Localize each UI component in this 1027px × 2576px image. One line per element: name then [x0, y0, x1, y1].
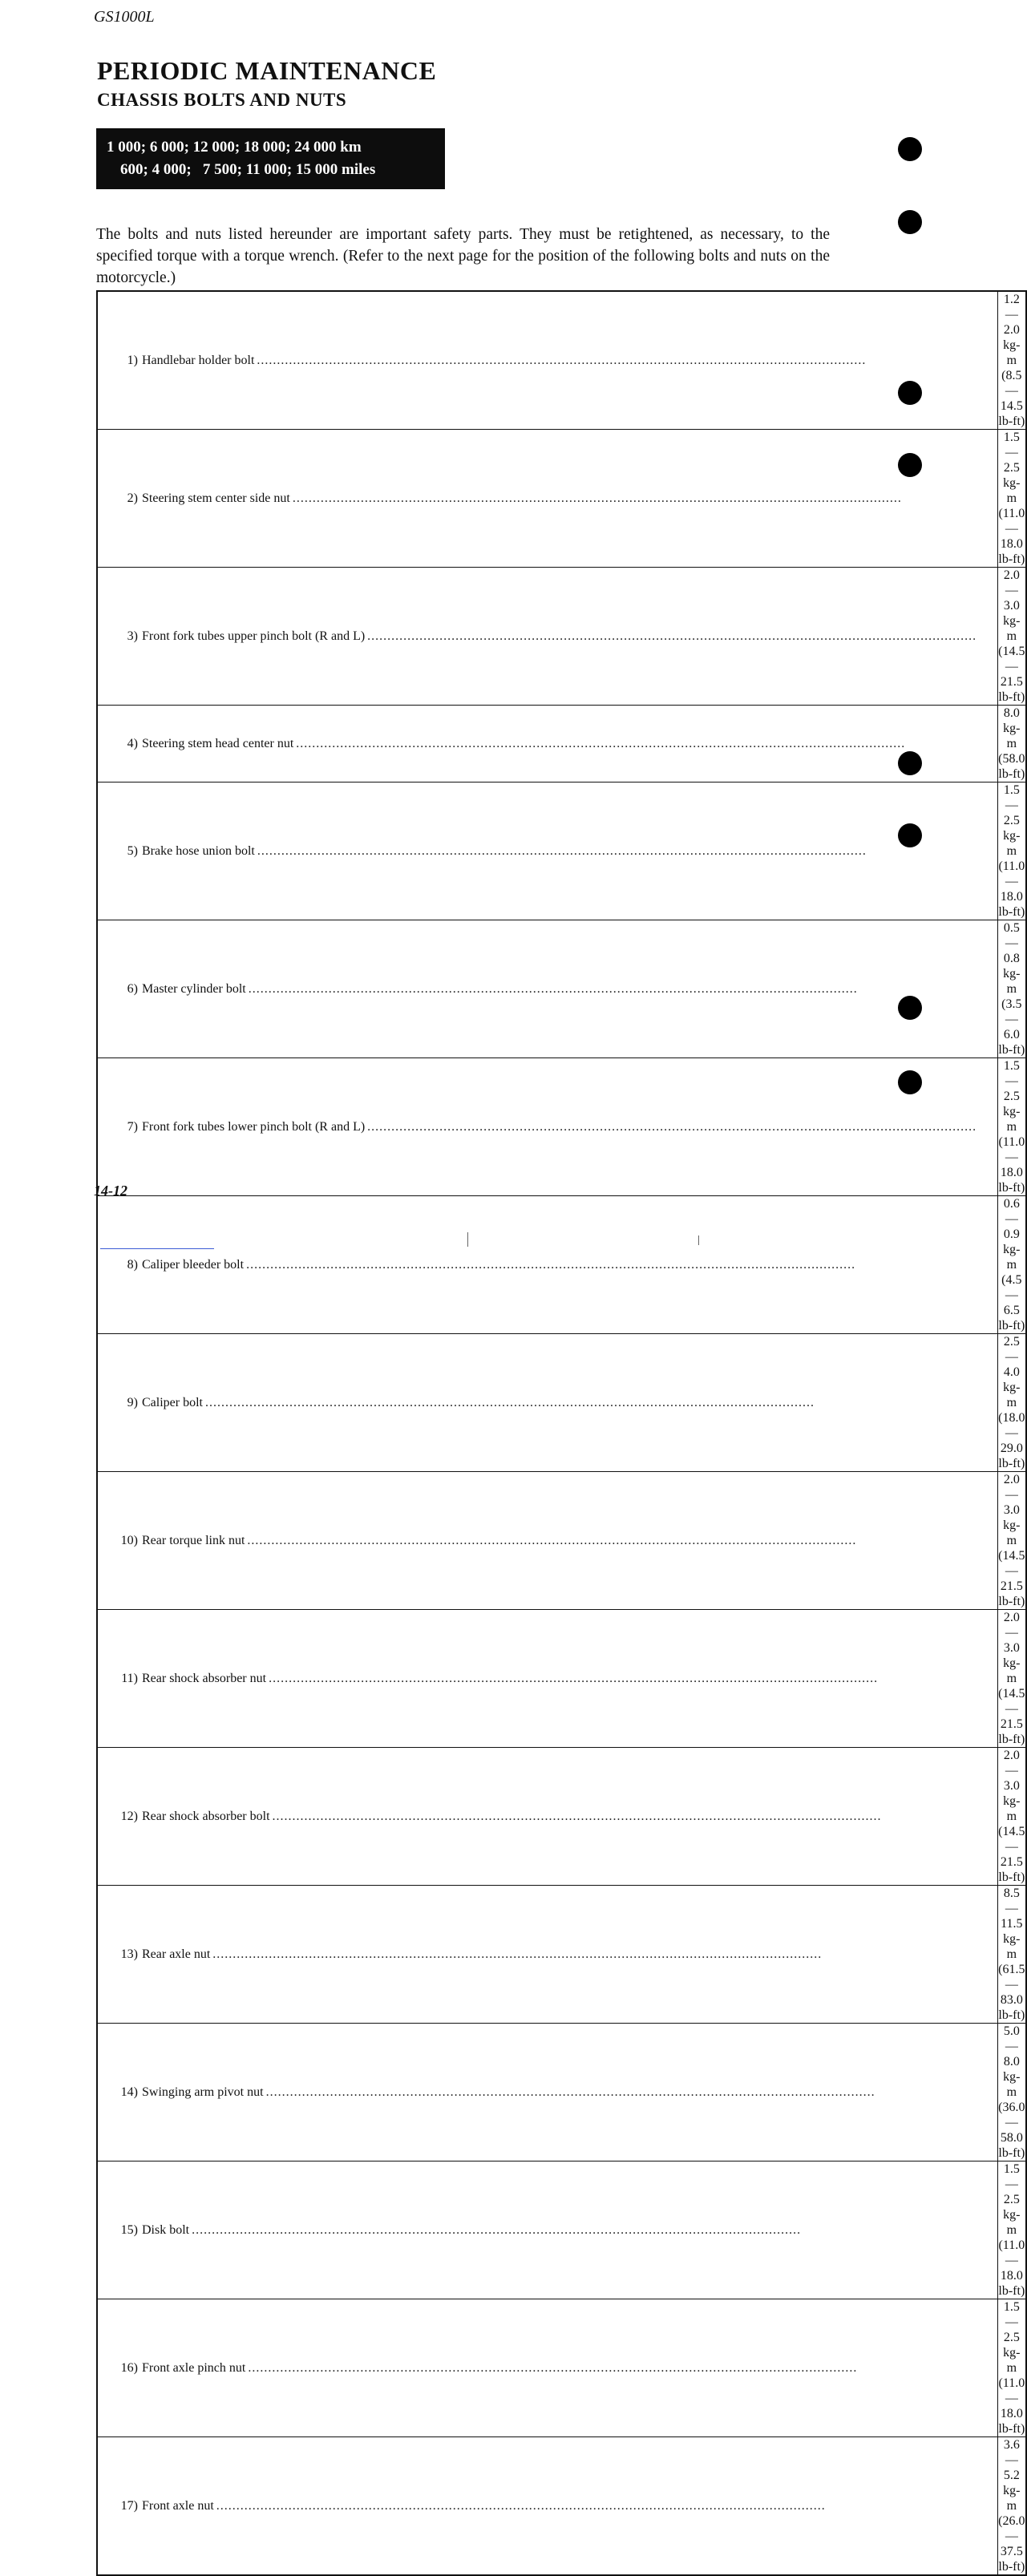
part-name-cell: [97, 430, 998, 568]
maintenance-interval-banner: [96, 128, 445, 189]
torque-lbft: (11.0 — 18.0 lb-ft): [998, 2238, 1025, 2298]
part-name-line: [112, 354, 976, 368]
part-name: Swinging arm pivot nut: [142, 2085, 264, 2099]
torque-kgm: 0.6 — 0.9 kg-m: [1003, 1197, 1021, 1272]
dot-leader: [205, 1396, 976, 1410]
item-number: 8): [127, 1257, 138, 1272]
punch-hole: [898, 996, 922, 1020]
part-name-cell: [97, 920, 998, 1058]
torque-lbft: (36.0 — 58.0 lb-ft): [998, 2101, 1025, 2160]
torque-lbft: (11.0 — 18.0 lb-ft): [998, 507, 1025, 566]
part-name: Caliper bleeder bolt: [142, 1257, 245, 1272]
intro-paragraph: The bolts and nuts listed hereunder are important safety parts. They must be retightened, as necessary, to the specified torque with a torque wrench. (Refer to the next page for the position of the following bolts and nuts on the motorcycle.): [96, 225, 830, 286]
part-name-line: [112, 629, 976, 644]
part-name-cell: [97, 706, 998, 783]
part-name-cell: [97, 783, 998, 920]
item-number: 11): [121, 1671, 138, 1685]
part-name: Front axle nut: [142, 2498, 214, 2513]
table-row: [97, 1610, 1026, 1748]
part-name-cell: [97, 1610, 998, 1748]
part-name-cell: [97, 1748, 998, 1886]
part-name-cell: [97, 1058, 998, 1196]
item-number: 13): [120, 1947, 138, 1961]
torque-kgm: 2.0 — 3.0 kg-m: [1003, 568, 1021, 643]
dot-leader: [192, 2223, 976, 2238]
table-row: [97, 783, 1026, 920]
dot-leader: [367, 1120, 976, 1134]
part-name-cell: [97, 2437, 998, 2576]
torque-spec-cell: [998, 2161, 1026, 2299]
torque-kgm: 8.0 kg-m: [1003, 706, 1021, 750]
item-number: 17): [120, 2498, 138, 2513]
dot-leader: [216, 2499, 976, 2513]
scan-mark: [698, 1235, 699, 1245]
part-name: Rear axle nut: [142, 1947, 211, 1961]
torque-kgm: 3.6 — 5.2 kg-m: [1003, 2438, 1021, 2513]
torque-spec-cell: [998, 1610, 1026, 1748]
torque-lbft: (26.0 — 37.5 lb-ft): [998, 2514, 1025, 2574]
dot-leader: [212, 1947, 976, 1962]
torque-spec-cell: [998, 1886, 1026, 2024]
table-row: [97, 2161, 1026, 2299]
part-name-line: [112, 737, 976, 751]
torque-spec-cell: [998, 1334, 1026, 1472]
dot-leader: [257, 844, 976, 859]
punch-hole: [898, 823, 922, 847]
torque-lbft: (14.5 — 21.5 lb-ft): [998, 1825, 1025, 1884]
torque-spec-cell: [998, 430, 1026, 568]
punch-hole: [898, 453, 922, 477]
part-name-line: [112, 2361, 976, 2376]
item-number: 9): [127, 1395, 138, 1409]
table-row: [97, 920, 1026, 1058]
item-number: 6): [127, 981, 138, 996]
torque-kgm: 1.5 — 2.5 kg-m: [1003, 783, 1021, 858]
torque-kgm: 0.5 — 0.8 kg-m: [1003, 921, 1021, 996]
table-row: [97, 2299, 1026, 2437]
dot-leader: [266, 2085, 977, 2100]
punch-hole: [898, 1070, 922, 1094]
torque-kgm: 1.5 — 2.5 kg-m: [1003, 2162, 1021, 2237]
item-number: 15): [120, 2222, 138, 2237]
scan-mark: [467, 1232, 468, 1247]
torque-table: [96, 290, 1027, 2576]
part-name-line: [112, 1396, 976, 1410]
torque-lbft: (14.5 — 21.5 lb-ft): [998, 645, 1025, 704]
torque-lbft: (14.5 — 21.5 lb-ft): [998, 1687, 1025, 1746]
punch-hole: [898, 751, 922, 775]
torque-spec-cell: [998, 2299, 1026, 2437]
page-title: PERIODIC MAINTENANCE: [97, 56, 437, 85]
part-name-line: [112, 2085, 976, 2100]
table-row: [97, 430, 1026, 568]
torque-spec-cell: [998, 783, 1026, 920]
torque-kgm: 5.0 — 8.0 kg-m: [1003, 2024, 1021, 2099]
torque-lbft: (3.5 — 6.0 lb-ft): [998, 997, 1025, 1057]
table-row: [97, 1748, 1026, 1886]
part-name: Disk bolt: [142, 2222, 190, 2237]
part-name-line: [112, 1672, 976, 1686]
torque-kgm: 1.5 — 2.5 kg-m: [1003, 1059, 1021, 1134]
table-row: [97, 1058, 1026, 1196]
torque-lbft: (58.0 lb-ft): [998, 752, 1025, 781]
part-name: Handlebar holder bolt: [142, 353, 255, 367]
model-label: GS1000L: [94, 8, 155, 26]
item-number: 3): [127, 629, 138, 643]
torque-spec-cell: [998, 1748, 1026, 1886]
torque-lbft: (61.5 — 83.0 lb-ft): [998, 1963, 1025, 2022]
torque-lbft: (4.5 — 6.5 lb-ft): [998, 1273, 1025, 1332]
part-name-line: [112, 1534, 976, 1548]
part-name-line: [112, 1120, 976, 1134]
table-row: [97, 2024, 1026, 2161]
table-row: [97, 1886, 1026, 2024]
part-name: Front fork tubes upper pinch bolt (R and L): [142, 629, 366, 643]
part-name: Front axle pinch nut: [142, 2360, 246, 2375]
item-number: 5): [127, 843, 138, 858]
part-name: Brake hose union bolt: [142, 843, 255, 858]
item-number: 12): [120, 1809, 138, 1823]
item-number: 2): [127, 491, 138, 505]
torque-kgm: 2.5 — 4.0 kg-m: [1003, 1335, 1021, 1409]
dot-leader: [367, 629, 976, 644]
part-name: Master cylinder bolt: [142, 981, 246, 996]
item-number: 14): [120, 2085, 138, 2099]
torque-spec-cell: [998, 706, 1026, 783]
dot-leader: [293, 491, 976, 506]
part-name: Steering stem head center nut: [142, 736, 294, 750]
table-row: [97, 1196, 1026, 1334]
part-name-cell: [97, 568, 998, 706]
part-name: Steering stem center side nut: [142, 491, 290, 505]
part-name-cell: [97, 2024, 998, 2161]
torque-table-body: [97, 291, 1026, 2575]
torque-lbft: (11.0 — 18.0 lb-ft): [998, 2376, 1025, 2436]
part-name-cell: [97, 2161, 998, 2299]
torque-lbft: (14.5 — 21.5 lb-ft): [998, 1549, 1025, 1608]
table-row: [97, 1472, 1026, 1610]
torque-lbft: (18.0 — 29.0 lb-ft): [998, 1411, 1025, 1470]
item-number: 16): [120, 2360, 138, 2375]
dot-leader: [257, 354, 976, 368]
part-name-cell: [97, 2299, 998, 2437]
torque-spec-cell: [998, 1472, 1026, 1610]
torque-kgm: 1.5 — 2.5 kg-m: [1003, 431, 1021, 505]
section-subtitle: CHASSIS BOLTS AND NUTS: [97, 90, 347, 110]
torque-spec-cell: [998, 2024, 1026, 2161]
part-name-line: [112, 2499, 976, 2513]
interval-km: 1 000; 6 000; 12 000; 18 000; 24 000 km: [107, 139, 362, 156]
part-name-cell: [97, 1196, 998, 1334]
part-name-line: [112, 1947, 976, 1962]
table-row: [97, 1334, 1026, 1472]
torque-kgm: 1.5 — 2.5 kg-m: [1003, 2300, 1021, 2375]
torque-spec-cell: [998, 920, 1026, 1058]
page-number: 14-12: [94, 1183, 127, 1199]
dot-leader: [246, 1258, 976, 1272]
dot-leader: [269, 1672, 976, 1686]
part-name: Rear shock absorber bolt: [142, 1809, 270, 1823]
part-name-cell: [97, 1334, 998, 1472]
torque-spec-cell: [998, 1058, 1026, 1196]
part-name-cell: [97, 291, 998, 430]
item-number: 1): [127, 353, 138, 367]
part-name: Rear shock absorber nut: [142, 1671, 267, 1685]
punch-hole: [898, 137, 922, 161]
part-name-line: [112, 982, 976, 997]
torque-kgm: 8.5 — 11.5 kg-m: [1001, 1887, 1023, 1961]
torque-lbft: (11.0 — 18.0 lb-ft): [998, 859, 1025, 919]
part-name: Front fork tubes lower pinch bolt (R and L): [142, 1119, 366, 1134]
table-row: [97, 291, 1026, 430]
part-name-line: [112, 2223, 976, 2238]
part-name-line: [112, 1258, 976, 1272]
item-number: 10): [120, 1533, 138, 1547]
part-name-line: [112, 844, 976, 859]
part-name: Rear torque link nut: [142, 1533, 245, 1547]
dot-leader: [296, 737, 976, 751]
punch-hole: [898, 210, 922, 234]
torque-lbft: (8.5 — 14.5 lb-ft): [998, 369, 1025, 428]
torque-kgm: 2.0 — 3.0 kg-m: [1003, 1611, 1021, 1685]
torque-kgm: 2.0 — 3.0 kg-m: [1003, 1473, 1021, 1547]
dot-leader: [247, 1534, 976, 1548]
dot-leader: [249, 982, 976, 997]
dot-leader: [248, 2361, 976, 2376]
part-name-line: [112, 491, 976, 506]
footer-rule: [100, 1248, 214, 1249]
torque-spec-cell: [998, 2437, 1026, 2576]
torque-spec-cell: [998, 291, 1026, 430]
table-row: [97, 706, 1026, 783]
interval-miles: 600; 4 000; 7 500; 11 000; 15 000 miles: [120, 161, 376, 178]
torque-spec-cell: [998, 568, 1026, 706]
table-row: [97, 2437, 1026, 2576]
torque-spec-cell: [998, 1196, 1026, 1334]
part-name-line: [112, 1810, 976, 1824]
punch-hole: [898, 381, 922, 405]
torque-kgm: 1.2 — 2.0 kg-m: [1003, 293, 1021, 367]
torque-kgm: 2.0 — 3.0 kg-m: [1003, 1749, 1021, 1823]
torque-lbft: (11.0 — 18.0 lb-ft): [998, 1135, 1025, 1195]
item-number: 7): [127, 1119, 138, 1134]
part-name-cell: [97, 1886, 998, 2024]
item-number: 4): [127, 736, 138, 750]
part-name-cell: [97, 1472, 998, 1610]
dot-leader: [273, 1810, 977, 1824]
part-name: Caliper bolt: [142, 1395, 203, 1409]
table-row: [97, 568, 1026, 706]
